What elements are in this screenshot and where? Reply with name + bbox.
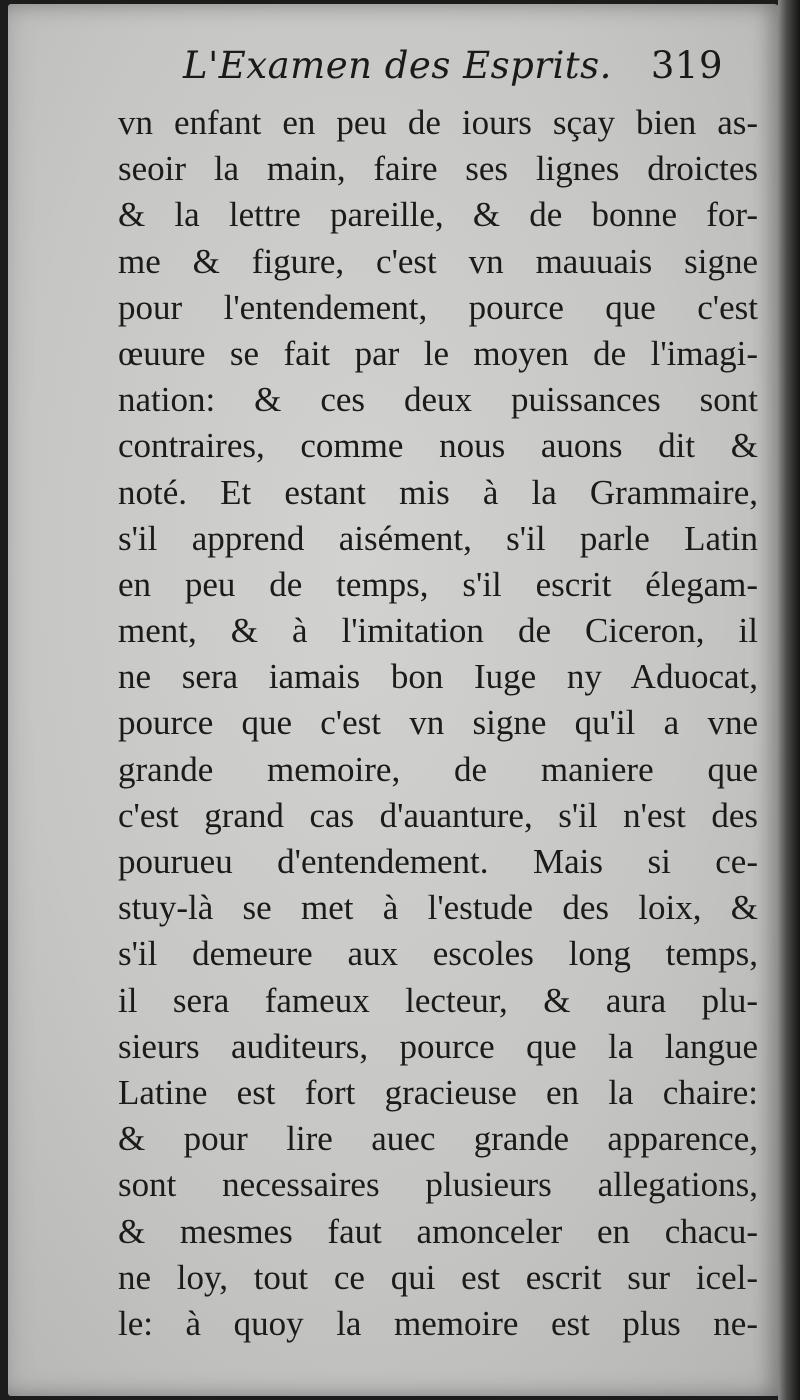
text-line: vn enfant en peu de iours sçay bien as-: [118, 103, 758, 142]
book-page: [8, 4, 780, 1396]
body-text: [118, 100, 758, 1347]
running-head: [183, 44, 723, 104]
page-number: 319: [650, 44, 723, 87]
text-line: pource que c'est vn signe qu'il a vne: [118, 703, 758, 743]
running-head-title: L'Examen des Esprits.: [183, 44, 612, 87]
text-line: pour l'entendement, pource que c'est: [118, 287, 758, 327]
text-line: c'est grand cas d'auanture, s'il n'est des: [118, 795, 758, 835]
text-line: le: à quoy la memoire est plus ne-: [118, 1303, 758, 1343]
text-line: sieurs auditeurs, pource que la langue: [118, 1026, 758, 1066]
text-line: stuy-là se met à l'estude des loix, &: [118, 888, 758, 928]
text-line: Latine est fort gracieuse en la chaire:: [118, 1072, 758, 1112]
text-line: & mesmes faut amonceler en chacu-: [118, 1211, 758, 1251]
text-line: ne sera iamais bon Iuge ny Aduocat,: [118, 657, 758, 697]
text-line: il sera fameux lecteur, & aura plu-: [118, 980, 758, 1020]
text-line: & la lettre pareille, & de bonne for-: [118, 195, 758, 235]
text-line: & pour lire auec grande apparence,: [118, 1119, 758, 1159]
text-line: contraires, comme nous auons dit &: [118, 426, 758, 466]
text-line: noté. Et estant mis à la Grammaire,: [118, 472, 758, 512]
page-edge-shadow: [778, 0, 800, 1400]
text-line: nation: & ces deux puissances sont: [118, 380, 758, 420]
text-line: œuure se fait par le moyen de l'imagi-: [118, 333, 758, 373]
text-line: grande memoire, de maniere que: [118, 749, 758, 789]
text-line: sont necessaires plusieurs allegations,: [118, 1165, 758, 1205]
text-line: ne loy, tout ce qui est escrit sur icel-: [118, 1257, 758, 1297]
text-line: me & figure, c'est vn mauuais signe: [118, 241, 758, 281]
text-line: s'il demeure aux escoles long temps,: [118, 934, 758, 974]
text-line: pourueu d'entendement. Mais si ce-: [118, 842, 758, 881]
text-line: seoir la main, faire ses lignes droictes: [118, 149, 758, 189]
text-line: en peu de temps, s'il escrit élegam-: [118, 564, 758, 604]
text-line: ment, & à l'imitation de Ciceron, il: [118, 611, 758, 651]
text-line: s'il apprend aisément, s'il parle Latin: [118, 518, 758, 558]
